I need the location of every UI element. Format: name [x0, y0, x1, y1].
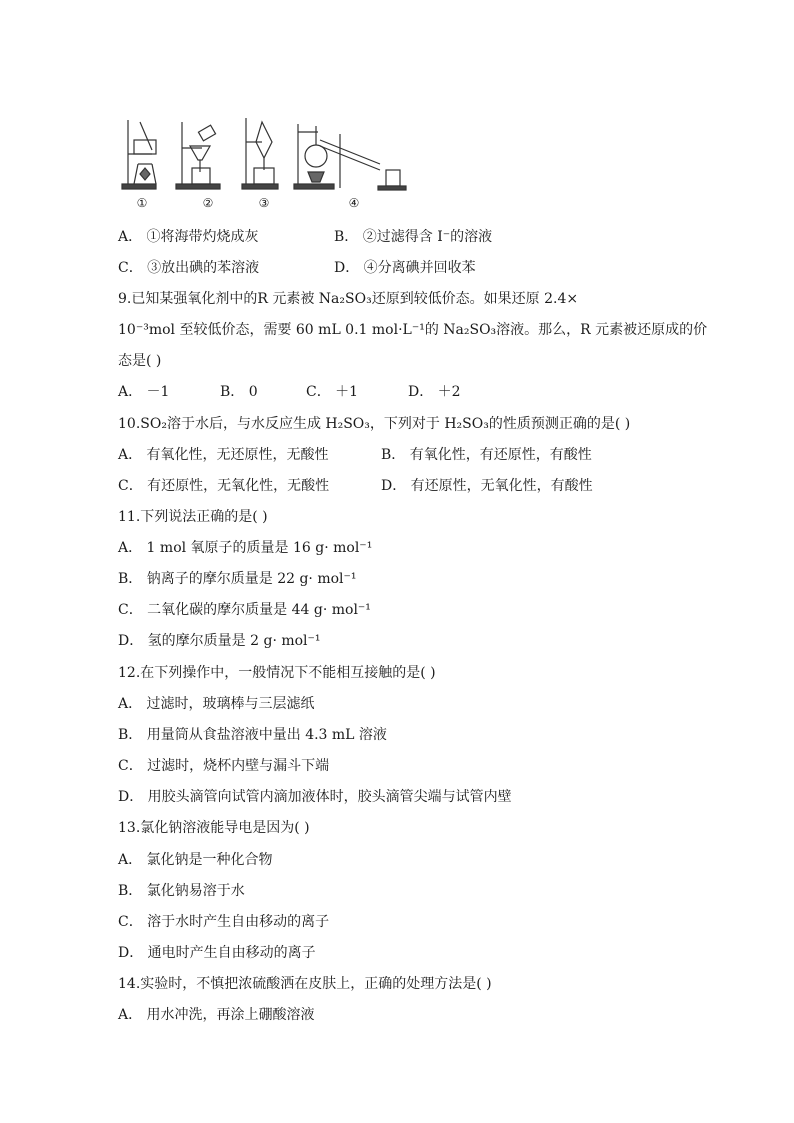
- q13-option-d: D． 通电时产生自由移动的离子: [118, 945, 316, 961]
- q12-stem: 12.在下列操作中，一般情况下不能相互接触的是( ): [118, 665, 436, 681]
- q9-stem-line-2: 10⁻³mol 至较低价态，需要 60 mL 0.1 mol·L⁻¹的 Na₂SO₃溶液。那么，R 元素被还原成的价: [118, 322, 708, 338]
- q8-option-b: B． ②过滤得含 I⁻的溶液: [334, 229, 493, 245]
- q9-option-d: D． ＋2: [408, 384, 461, 400]
- q8-option-a: A． ①将海带灼烧成灰: [118, 229, 259, 245]
- apparatus-1-drawing: [122, 120, 156, 189]
- q9-stem-line-3: 态是( ): [118, 353, 162, 369]
- q11-option-b: B． 钠离子的摩尔质量是 22 g· mol⁻¹: [118, 571, 357, 587]
- q13-option-c: C． 溶于水时产生自由移动的离子: [118, 914, 330, 930]
- q11-option-a: A． 1 mol 氧原子的质量是 16 g· mol⁻¹: [118, 540, 373, 556]
- q10-stem: 10.SO₂溶于水后，与水反应生成 H₂SO₃，下列对于 H₂SO₃的性质预测正确的是( ): [118, 416, 631, 432]
- q9-option-a: A． －1: [118, 384, 170, 400]
- q10-option-c: C． 有还原性，无氧化性，无酸性: [118, 478, 330, 494]
- q12-option-c: C． 过滤时，烧杯内壁与漏斗下端: [118, 758, 330, 774]
- apparatus-2-drawing: [176, 122, 220, 189]
- q11-option-c: C． 二氧化碳的摩尔质量是 44 g· mol⁻¹: [118, 602, 371, 618]
- figure-label-2: ②: [202, 196, 214, 210]
- q12-option-d: D． 用胶头滴管向试管内滴加液体时，胶头滴管尖端与试管内壁: [118, 789, 512, 805]
- q10-option-a: A． 有氧化性，无还原性，无酸性: [118, 447, 329, 463]
- figure-label-1: ①: [136, 196, 148, 210]
- q12-option-a: A． 过滤时，玻璃棒与三层滤纸: [118, 696, 315, 712]
- apparatus-4-drawing: [294, 124, 406, 190]
- figure-label-3: ③: [258, 196, 270, 210]
- q14-option-a: A． 用水冲洗，再涂上硼酸溶液: [118, 1007, 315, 1023]
- q10-option-b: B． 有氧化性，有还原性，有酸性: [381, 447, 592, 463]
- q9-option-b: B． 0: [220, 384, 258, 400]
- q10-option-d: D． 有还原性，无氧化性，有酸性: [381, 478, 593, 494]
- q14-stem: 14.实验时，不慎把浓硫酸洒在皮肤上，正确的处理方法是( ): [118, 976, 492, 992]
- figure-label-4: ④: [348, 196, 360, 210]
- q9-stem-line-1: 9.已知某强氧化剂中的R 元素被 Na₂SO₃还原到较低价态。如果还原 2.4×: [118, 291, 579, 307]
- q8-option-c: C． ③放出碘的苯溶液: [118, 260, 260, 276]
- apparatus-figure: [118, 112, 428, 222]
- lab-apparatus-drawing: [118, 112, 428, 196]
- q9-option-c: C． ＋1: [306, 384, 359, 400]
- q8-option-d: D． ④分离碘并回收苯: [334, 260, 476, 276]
- q13-option-a: A． 氯化钠是一种化合物: [118, 852, 273, 868]
- q11-stem: 11.下列说法正确的是( ): [118, 509, 268, 525]
- q11-option-d: D． 氢的摩尔质量是 2 g· mol⁻¹: [118, 633, 321, 649]
- q13-stem: 13.氯化钠溶液能导电是因为( ): [118, 820, 310, 836]
- q12-option-b: B． 用量筒从食盐溶液中量出 4.3 mL 溶液: [118, 727, 387, 743]
- q13-option-b: B． 氯化钠易溶于水: [118, 883, 245, 899]
- apparatus-3-drawing: [242, 118, 278, 189]
